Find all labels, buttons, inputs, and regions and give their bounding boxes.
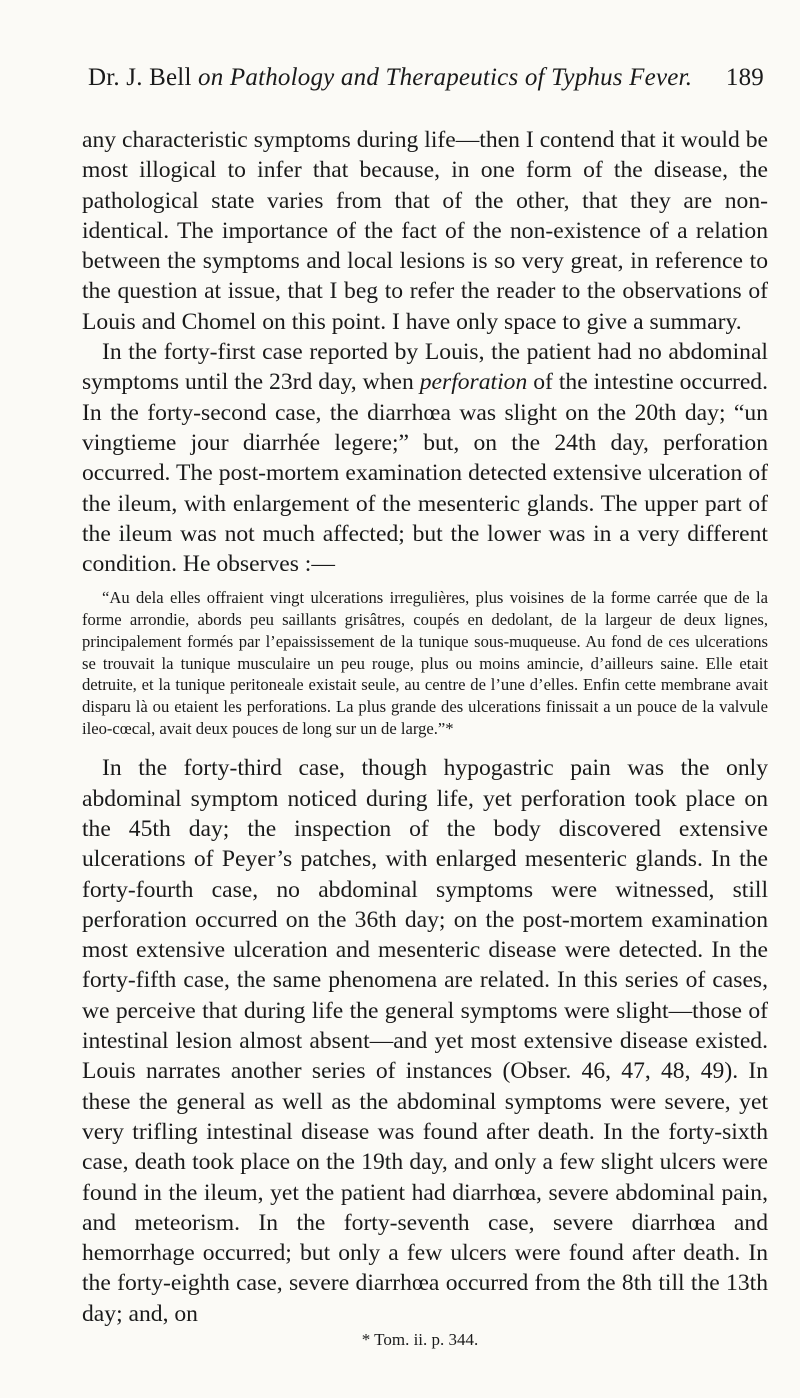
header-on: on — [198, 64, 224, 91]
footnote: * Tom. ii. p. 344. — [361, 1330, 479, 1349]
paragraph-2-text-b: of the intestine occurred. In the forty-second case, the diarrhœa was slight on the 20th day; “un vingtieme jour diarrhée legere;” but, on the 24th day, perforation occurred. The post-mortem examination detected extensive ulceration of the ileum, with enlargement of the mesenteric glands. The upper part of the ileum was not much affected; but the lower was in a very different condition. He observes :— — [82, 369, 768, 578]
body-text — [82, 125, 768, 1329]
header-title: Pathology and Therapeutics of Typhus Fever. — [229, 64, 693, 91]
paragraph-1: any characteristic symptoms during life—then I contend that it would be most illogical to infer that because, in one form of the disease, the pathological state varies from that of the other, that they are non-identical. The importance of the fact of the non-existence of a relation between the symptoms and local lesions is so very great, in reference to the question at issue, that I beg to refer the reader to the observations of Louis and Chomel on this point. I have only space to give a summary. — [82, 127, 768, 335]
running-head — [88, 64, 764, 92]
paragraph-2 — [82, 337, 768, 579]
paragraph-2-text-a: In the forty-first case reported by Louis, the patient had no abdominal symptoms until the 23rd day, when — [82, 339, 768, 396]
paragraph-3: In the forty-third case, though hypogastric pain was the only abdominal symptom noticed during life, yet perforation took place on the 45th day; the inspection of the body discovered extensive ulcerations of Peyer’s patches, with enlarged mesenteric glands. In the forty-fourth case, no abdominal symptoms were witnessed, still perforation occurred on the 36th day; on the post-mortem examination most extensive ulceration and mesenteric disease were detected. In the forty-fifth case, the same phenomena are related. In this series of cases, we perceive that during life the general symptoms were slight—those of intestinal lesion almost absent—and yet most extensive disease existed. Louis narrates another series of instances (Obser. 46, 47, 48, 49). In these the general as well as the abdominal symptoms were severe, yet very trifling intestinal disease was found after death. In the forty-sixth case, death took place on the 19th day, and only a few slight ulcers were found in the ileum, yet the patient had diarrhœa, severe abdominal pain, and meteorism. In the forty-seventh case, severe diarrhœa and hemorrhage occurred; but only a few ulcers were found after death. In the forty-eighth case, severe diarrhœa occurred from the 8th till the 13th day; and, on — [82, 755, 768, 1327]
header-author: Dr. J. Bell — [88, 64, 192, 91]
french-quotation — [82, 587, 768, 739]
paragraph-2-italic: perforation — [419, 369, 528, 396]
quotation-text: “Au dela elles offraient vingt ulcerations irregulières, plus voisines de la forme carrée que de la forme arrondie, abords peu saillants grisâtres, coupés en dedolant, de la largeur de deux lignes, principalement formés par l’epaississement de la tunique sous-muqueuse. Au fond de ces ulcerations se trouvait la tunique musculaire un peu rouge, plus ou moins amincie, d’ailleurs saine. Elle etait detruite, et la tunique peritoneale existait seule, au centre de l’une d’elles. Enfin cette membrane avait disparu là ou etaient les perforations. La plus grande des ulcerations finissait a un pouce de la valvule ileo-cœcal, avait deux pouces de long sur un de large.”* — [82, 588, 768, 738]
page-number: 189 — [725, 64, 764, 91]
